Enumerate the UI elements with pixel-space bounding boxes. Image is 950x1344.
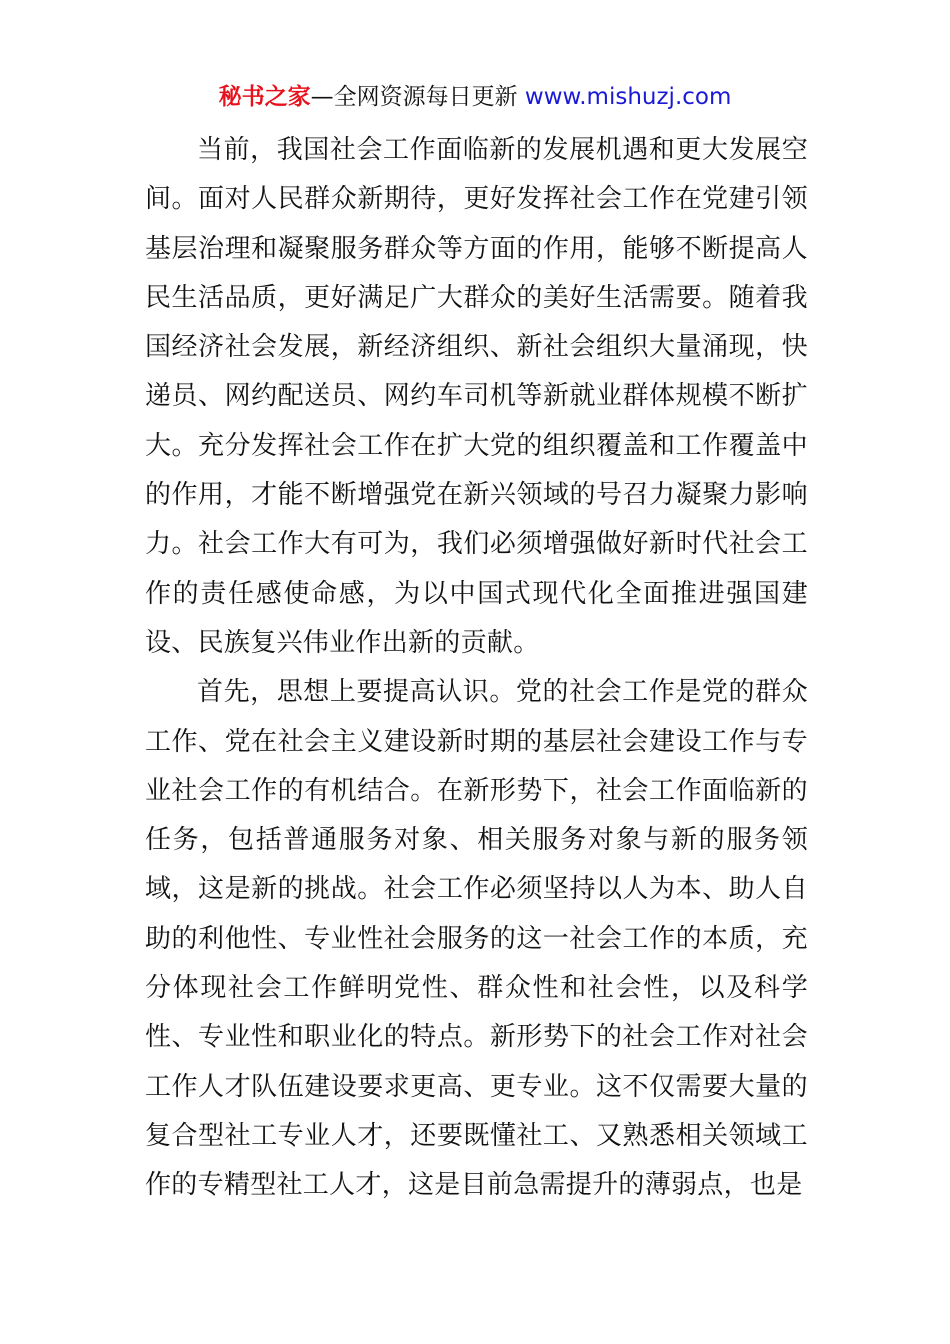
website-link[interactable]: www.mishuzj.com [524, 84, 732, 110]
document-body [145, 126, 808, 1211]
paragraph-2: 首先，思想上要提高认识。党的社会工作是党的群众工作、党在社会主义建设新时期的基层社会建设工作与专业社会工作的有机结合。在新形势下，社会工作面临新的任务，包括普通服务对象、相关服务对象与新的服务领域，这是新的挑战。社会工作必须坚持以人为本、助人自助的利他性、专业性社会服务的这一社会工作的本质，充分体现社会工作鲜明党性、群众性和社会性，以及科学性、专业性和职业化的特点。新形势下的社会工作对社会工作人才队伍建设要求更高、更专业。这不仅需要大量的复合型社工专业人才，还要既懂社工、又熟悉相关领域工作的专精型社工人才，这是目前急需提升的薄弱点，也是 [145, 677, 808, 1201]
brand-name: 秘书之家 [218, 84, 311, 110]
header-tagline: —全网资源每日更新 [310, 84, 518, 110]
paragraph-1: 当前，我国社会工作面临新的发展机遇和更大发展空间。面对人民群众新期待，更好发挥社会工作在党建引领基层治理和凝聚服务群众等方面的作用，能够不断提高人民生活品质，更好满足广大群众的美好生活需要。随着我国经济社会发展，新经济组织、新社会组织大量涌现，快递员、网约配送员、网约车司机等新就业群体规模不断扩大。充分发挥社会工作在扩大党的组织覆盖和工作覆盖中的作用，才能不断增强党在新兴领域的号召力凝聚力影响力。社会工作大有可为，我们必须增强做好新时代社会工作的责任感使命感，为以中国式现代化全面推进强国建设、民族复兴伟业作出新的贡献。 [145, 135, 808, 658]
page-header [0, 80, 950, 114]
